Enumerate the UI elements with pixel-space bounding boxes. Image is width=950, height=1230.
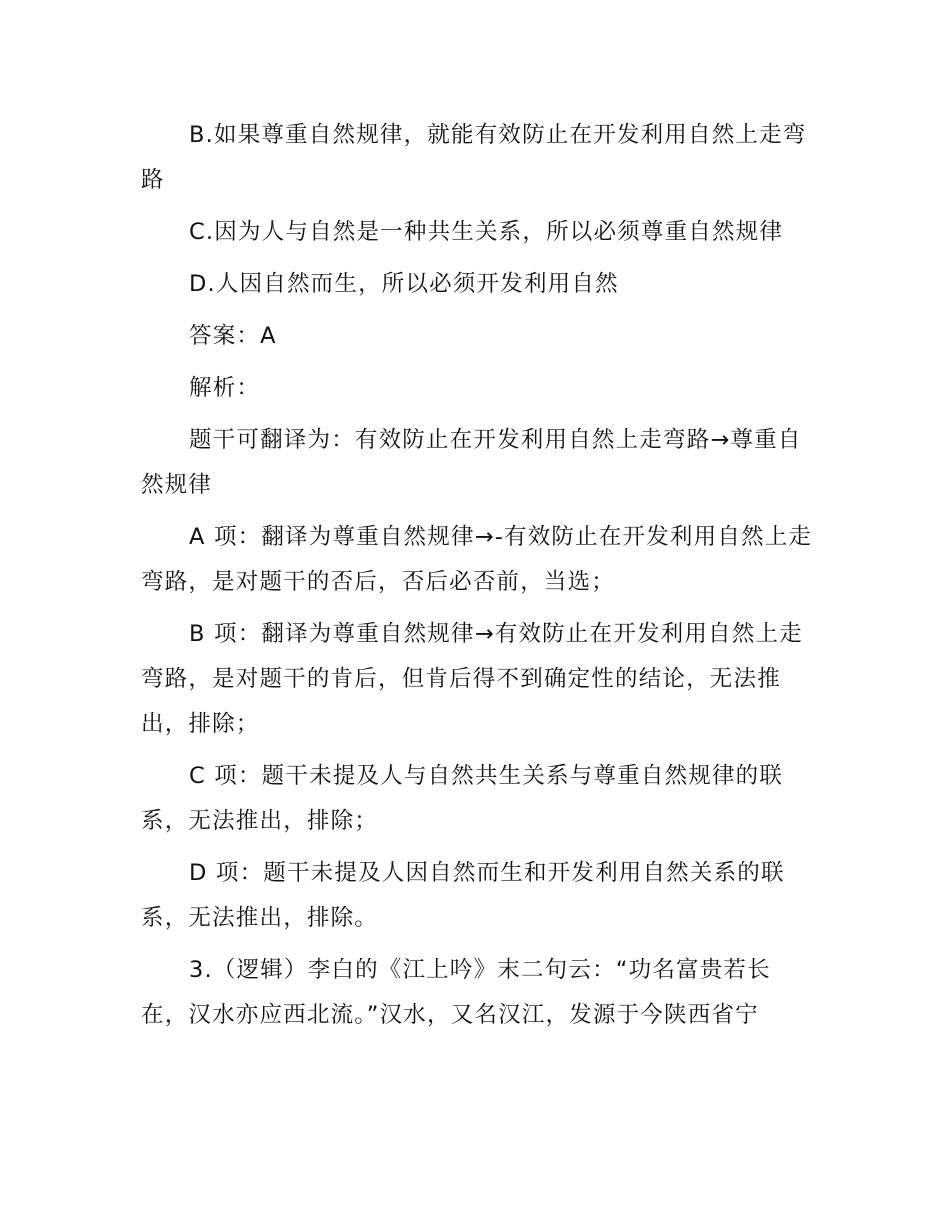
option-c: C.因为人与自然是一种共生关系，所以必须尊重自然规律 bbox=[189, 219, 784, 245]
document-body bbox=[141, 113, 813, 1045]
analysis-option-d: D 项：题干未提及人因自然而生和开发利用自然关系的联系，无法推出，排除。 bbox=[141, 860, 785, 931]
stem-translation: 题干可翻译为：有效防止在开发利用自然上走弯路→尊重自然规律 bbox=[141, 427, 802, 498]
analysis-option-b: B 项：翻译为尊重自然规律→有效防止在开发利用自然上走弯路，是对题干的肯后，但肯后得不到确定性的结论，无法推出，排除； bbox=[141, 621, 803, 737]
analysis-heading: 解析： bbox=[189, 375, 261, 401]
answer-line: 答案：A bbox=[189, 323, 277, 349]
analysis-option-c: C 项：题干未提及人与自然共生关系与尊重自然规律的联系，无法推出，排除； bbox=[141, 763, 784, 834]
question-3-stem: 3.（逻辑）李白的《江上吟》末二句云：“功名富贵若长在，汉水亦应西北流。”汉水，又名汉江，发源于今陕西省宁 bbox=[141, 957, 771, 1028]
option-d: D.人因自然而生，所以必须开发利用自然 bbox=[189, 271, 619, 297]
analysis-option-a: A 项：翻译为尊重自然规律→-有效防止在开发利用自然上走弯路，是对题干的否后，否后必否前，当选； bbox=[141, 524, 813, 595]
option-b: B.如果尊重自然规律，就能有效防止在开发利用自然上走弯路 bbox=[141, 122, 807, 193]
